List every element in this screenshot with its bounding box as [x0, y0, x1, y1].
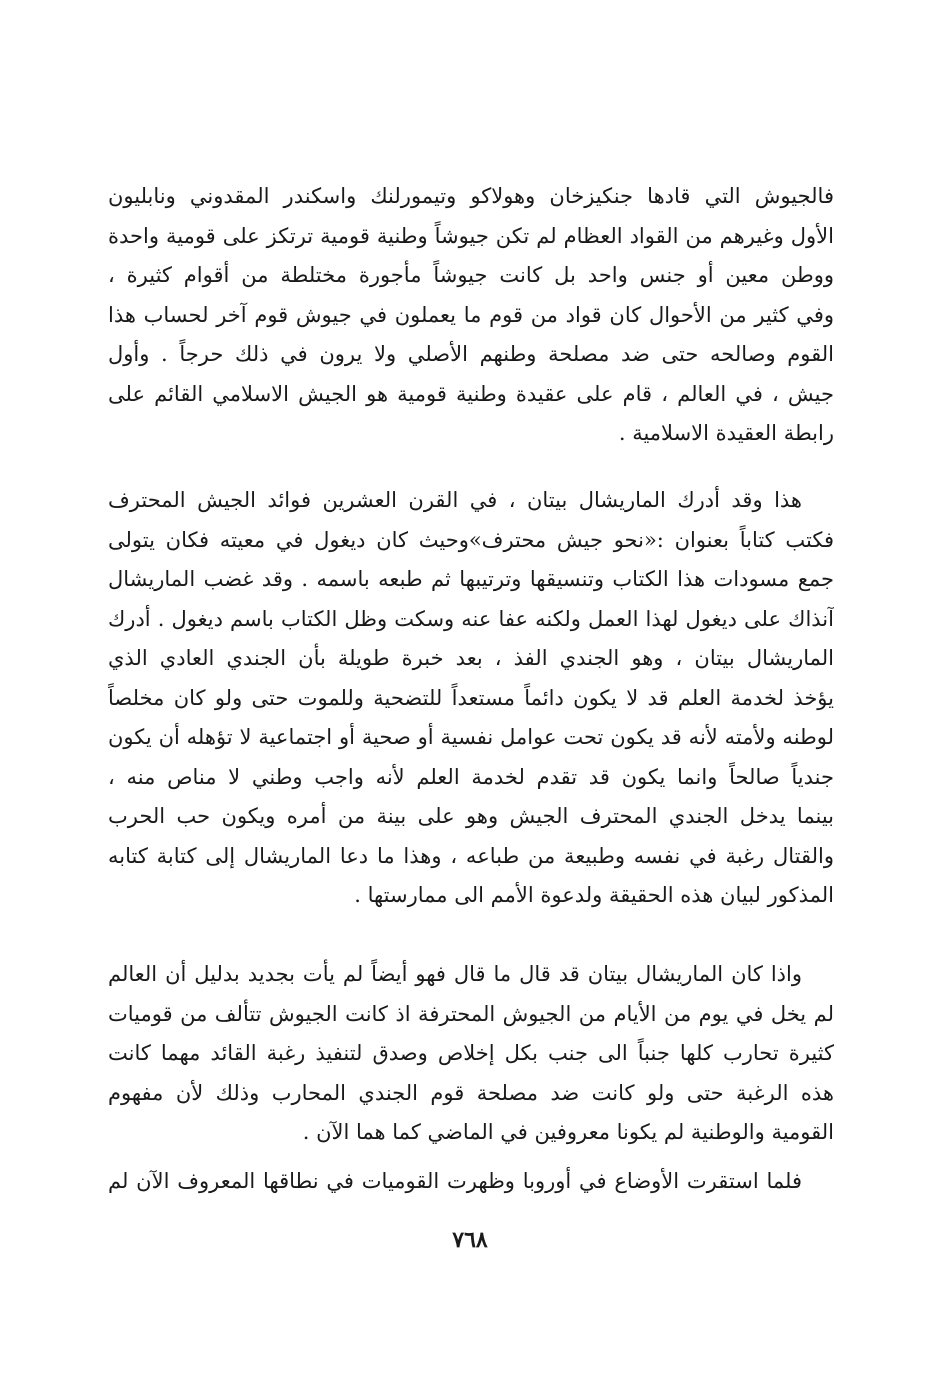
text-line: وفي كثير من الأحوال كان قواد من قوم ما يعملون في جيوش قوم آخر لحساب هذا: [108, 302, 834, 327]
text-line: كثيرة تحارب كلها جنباً الى جنب بكل إخلاص وصدق لتنفيذ رغبة القائد مهما كانت: [108, 1041, 834, 1065]
text-line: جندياً صالحاً وانما يكون قد تقدم لخدمة العلم لأنه واجب وطني لا مناص منه ،: [108, 764, 834, 789]
paragraph-2: [108, 481, 834, 916]
text-line: المذكور لبيان هذه الحقيقة ولدعوة الأمم الى ممارستها .: [354, 883, 834, 907]
text-line: بينما يدخل الجندي المحترف الجيش وهو على بينة من أمره ويكون حب الحرب: [108, 804, 834, 828]
paragraph-3: [108, 955, 834, 1153]
text-line: يؤخذ لخدمة العلم قد لا يكون دائماً مستعداً للتضحية وللموت حتى ولو كان مخلصاً: [108, 685, 834, 710]
text-line: الماريشال بيتان ، وهو الجندي الفذ ، بعد خبرة طويلة بأن الجندي العادي الذي: [108, 646, 834, 670]
text-line: فكتب كتاباً بعنوان :«نحو جيش محترف»وحيث كان ديغول في معيته فكان يتولى: [108, 527, 834, 552]
text-line: والقتال رغبة في نفسه وطبيعة من طباعه ، وهذا ما دعا الماريشال إلى كتابة كتابه: [108, 843, 834, 868]
text-line: الأول وغيرهم من القواد العظام لم تكن جيوشاً وطنية قومية ترتكز على قومية واحدة: [108, 223, 834, 248]
text-line: فالجيوش التي قادها جنكيزخان وهولاكو وتيمورلنك واسكندر المقدوني ونابليون: [108, 184, 834, 208]
text-line: واذا كان الماريشال بيتان قد قال ما قال فهو أيضاً لم يأت بجديد بدليل أن العالم: [108, 962, 802, 986]
text-line: فلما استقرت الأوضاع في أوروبا وظهرت القوميات في نطاقها المعروف الآن لم: [108, 1169, 802, 1193]
text-line: هذا وقد أدرك الماريشال بيتان ، في القرن العشرين فوائد الجيش المحترف: [108, 488, 802, 512]
paragraph-1: [108, 177, 834, 454]
text-line: لم يخل في يوم من الأيام من الجيوش المحترفة اذ كانت الجيوش تتألف من قوميات: [108, 1001, 834, 1026]
paragraph-4: [108, 1162, 834, 1202]
text-line: القوم وصالحه حتى ضد مصلحة وطنهم الأصلي ولا يرون في ذلك حرجاً . وأول: [108, 342, 834, 366]
page-number: ٧٦٨: [452, 1227, 488, 1253]
text-line: القومية والوطنية لم يكونا معروفين في الماضي كما هما الآن .: [302, 1120, 834, 1144]
text-line: جمع مسودات هذا الكتاب وتنسيقها وترتيبها ثم طبعه باسمه . وقد غضب الماريشال: [108, 567, 834, 591]
text-line: هذه الرغبة حتى ولو كانت ضد مصلحة قوم الجندي المحارب وذلك لأن مفهوم: [108, 1080, 834, 1105]
text-line: جيش ، في العالم ، قام على عقيدة وطنية قومية هو الجيش الاسلامي القائم على: [108, 381, 834, 406]
text-line: رابطة العقيدة الاسلامية .: [618, 421, 834, 445]
text-line: ووطن معين أو جنس واحد بل كانت جيوشاً مأجورة مختلطة من أقوام كثيرة ،: [108, 263, 834, 287]
text-line: لوطنه ولأمته لأنه قد يكون تحت عوامل نفسية أو صحية أو اجتماعية لا تؤهله أن يكون: [108, 725, 834, 749]
text-line: آنذاك على ديغول لهذا العمل ولكنه عفا عنه وسكت وظل الكتاب باسم ديغول . أدرك: [108, 606, 834, 631]
